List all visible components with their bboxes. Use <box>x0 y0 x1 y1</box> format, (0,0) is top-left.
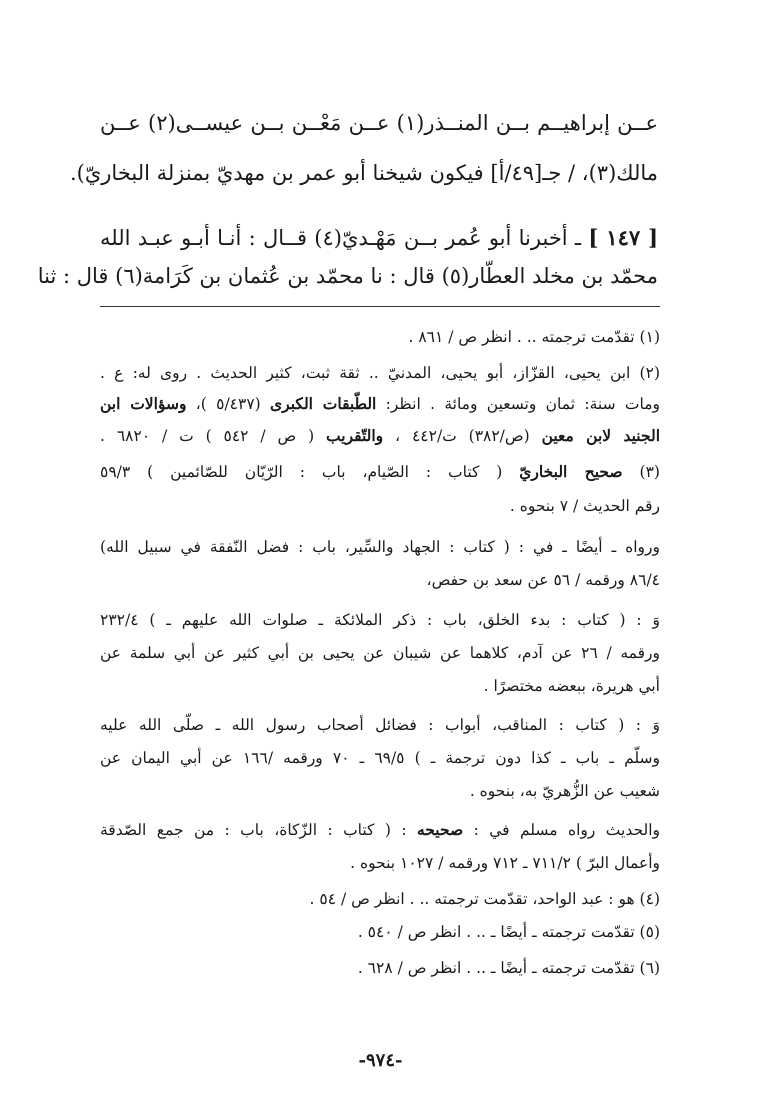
footnote-3-ref: ( كتاب : الصّيام، باب : الرّيّان للصّائمين ) ٥٩/٣ <box>100 463 520 481</box>
footnote-2-ref-3: ( ص / ٥٤٢ ) ت / ٦٨٢٠ . <box>100 427 327 445</box>
main-text-line-4: محمّد بن مخلد العطّار(٥) قال : نا محمّد بن عُثمان بن كَرَامة(٦) قال : ثنا <box>37 264 658 288</box>
book-title-ibn-maeen: الجنيد لابن معين <box>541 426 661 445</box>
footnote-2-text: ومات سنة: ثمان وتسعين ومائة . انظر: <box>376 395 660 413</box>
book-title-tabaqat: الطّبقات الكبرى <box>270 394 377 413</box>
footnote-3-muslim-ref: : ( كتاب : الزّكاة، باب : من جمع الصّدقة <box>100 821 417 839</box>
footnote-3-line-8: وَ : ( كتاب : المناقب، أبواب : فضائل أصحاب رسول الله ـ صلّى الله عليه <box>100 716 660 734</box>
footnote-3-line-10: شعيب عن الزُّهريّ به، بنحوه . <box>469 782 660 800</box>
book-title-taqrib: والتّقريب <box>326 426 384 445</box>
footnote-2-ref-2: (ص/٣٨٢) ت/٤٤٢ ، <box>383 427 542 445</box>
footnote-3-line-5: وَ : ( كتاب : بدء الخلق، باب : ذكر الملائكة ـ صلوات الله عليهم ـ ) ٢٣٢/٤ <box>100 611 660 629</box>
footnote-2-line-3 <box>100 419 660 453</box>
footnote-3-line-9: وسلّم ـ باب ـ كذا دون ترجمة ـ ) ٦٩/٥ ـ ٧٠ ورقمه /١٦٦ عن أبي اليمان عن <box>100 749 660 767</box>
book-title-suaalat: وسؤالات ابن <box>100 394 187 413</box>
main-text-line-2: مالك(٣)، / جـ[٤٩/أ] فيكون شيخنا أبو عمر بن مهديّ بمنزلة البخاريّ). <box>69 161 658 185</box>
footnote-3-line-3: ورواه ـ أيضًا ـ في : ( كتاب : الجهاد والسِّير، باب : فضل النّفقة في سبيل الله) <box>100 538 660 556</box>
hadith-isnad-start: ـ أخبرنا أبو عُمر بــن مَهْـديّ(٤) قــال : أنـا أبـو عبـد الله <box>100 226 582 250</box>
footnote-2-line-1: (٢) ابن يحيى، القزّاز، أبو يحيى، المدنيّ .. ثقة ثبت، كثير الحديث . روى له: ع . <box>100 364 660 382</box>
footnote-2-ref: (٥/٤٣٧ )، <box>186 395 271 413</box>
book-title-sahih-bukhari: صحيح البخاريّ <box>519 462 623 481</box>
hadith-147-line <box>100 218 658 258</box>
footnote-3-line-11 <box>100 813 660 847</box>
hadith-number: [ ١٤٧ ] <box>588 225 659 250</box>
main-text-line-1: عــن إبراهيــم بــن المنــذر(١) عــن مَعْــن بــن عيســى(٢) عــن <box>100 111 658 135</box>
footnote-3-line-7: أبي هريرة، ببعضه مختصرًا . <box>483 677 660 695</box>
footnote-3-line-6: ورقمه / ٢٦ عن آدم، كلاهما عن شيبان عن يحيى بن أبي كثير عن أبي سلمة عن <box>100 644 660 662</box>
footnote-3-line-12: وأعمال البرّ ) ٧١١/٢ ـ ٧١٢ ورقمه / ١٠٢٧ بنحوه . <box>350 854 660 872</box>
footnote-3-muslim-text: والحديث رواه مسلم في : <box>463 821 660 839</box>
footnote-2-line-2 <box>100 387 660 421</box>
footnote-3-line-1 <box>100 455 660 489</box>
page-number: -٩٧٤- <box>358 1050 403 1071</box>
footnote-3-marker: (٣) <box>622 463 660 481</box>
footnote-4: (٤) هو : عبد الواحد، تقدّمت ترجمته .. . انظر ص / ٥٤ . <box>309 890 660 908</box>
book-title-sahih-muslim: صحيحه <box>416 820 464 839</box>
footnote-6: (٦) تقدّمت ترجمته ـ أيضًا ـ .. . انظر ص / ٦٢٨ . <box>357 959 660 977</box>
footnote-3-line-2: رقم الحديث / ٧ بنحوه . <box>509 497 660 515</box>
footnote-5: (٥) تقدّمت ترجمته ـ أيضًا ـ .. . انظر ص / ٥٤٠ . <box>357 923 660 941</box>
footnote-separator <box>100 306 660 307</box>
footnote-1: (١) تقدّمت ترجمته .. . انظر ص / ٨٦١ . <box>408 328 660 346</box>
footnote-3-line-4: ٨٦/٤ ورقمه / ٥٦ عن سعد بن حفص، <box>426 571 660 589</box>
